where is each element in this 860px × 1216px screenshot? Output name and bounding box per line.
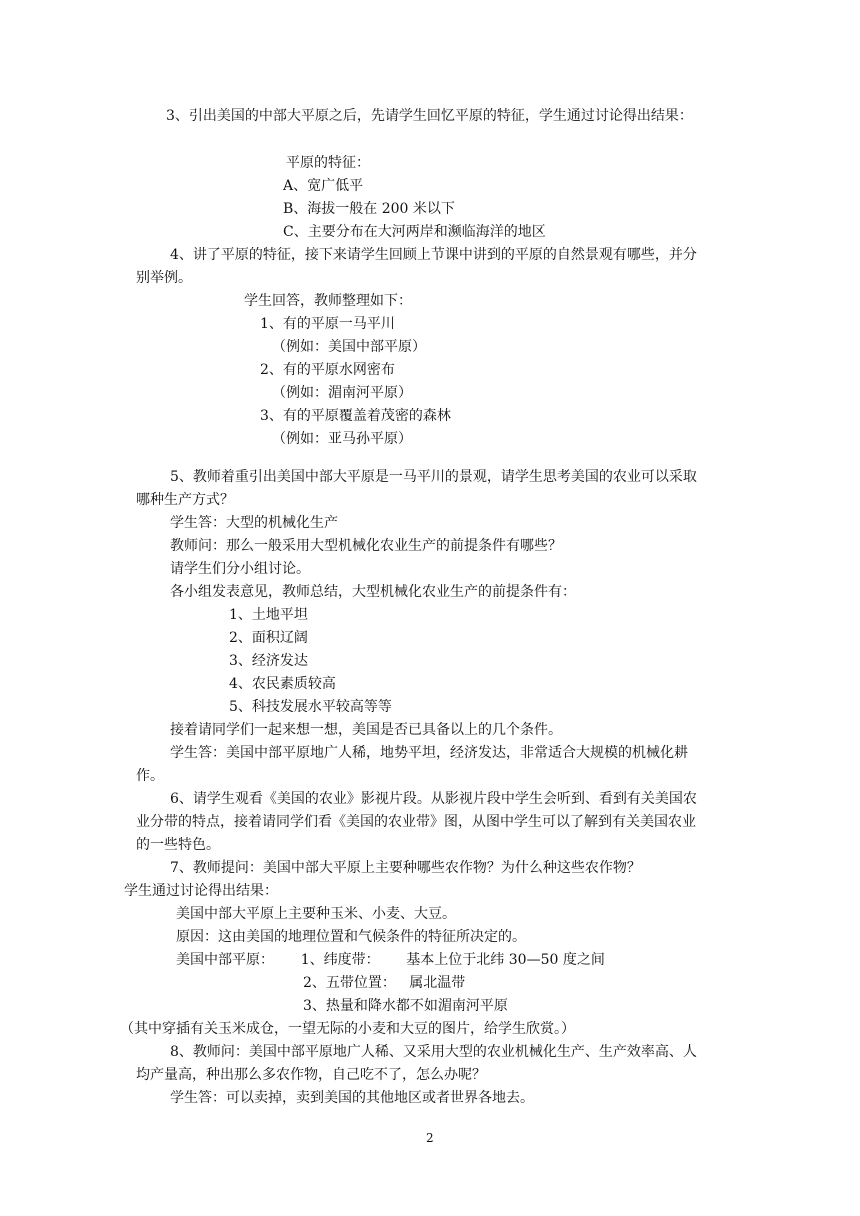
text-line: 美国中部平原： 1、纬度带： 基本上位于北纬 30—50 度之间 [176,952,605,968]
text-line: 7、教师提问：美国中部大平原上主要种哪些农作物？为什么种这些农作物？ [170,860,641,876]
text-line: C、主要分布在大河两岸和濒临海洋的地区 [283,224,546,240]
text-line: 业分带的特点，接着请同学们看《美国的农业带》图，从图中学生可以了解到有关美国农业 [136,814,696,830]
text-line: 教师问：那么一般采用大型机械化农业生产的前提条件有哪些？ [170,538,562,554]
text-line: 学生回答，教师整理如下： [244,293,412,309]
text-line: 请学生们分小组讨论。 [170,561,310,577]
text-line: 原因：这由美国的地理位置和气候条件的特征所决定的。 [176,929,526,945]
text-line: 6、请学生观看《美国的农业》影视片段。从影视片段中学生会听到、看到有关美国农 [170,791,697,807]
text-line: （例如：湄南河平原） [272,385,412,401]
text-line: 平原的特征： [286,155,370,171]
text-line: （例如：美国中部平原） [272,339,426,355]
text-line: A、宽广低平 [283,178,364,194]
text-line: 3、经济发达 [229,653,308,669]
text-line: 别举例。 [136,270,192,286]
text-line: （例如：亚马孙平原） [272,431,412,447]
text-line: B、海拔一般在 200 米以下 [283,201,455,217]
text-line: 2、五带位置： 属北温带 [303,975,466,991]
text-line: 4、农民素质较高 [229,676,336,692]
text-line: 学生通过讨论得出结果： [124,883,278,899]
text-line: 8、教师问：美国中部平原地广人稀、又采用大型的农业机械化生产、生产效率高、人 [170,1044,697,1060]
text-line: 2、有的平原水网密布 [260,362,395,378]
text-line: （其中穿插有关玉米成仓，一望无际的小麦和大豆的图片，给学生欣赏。） [120,1021,575,1037]
text-line: 学生答：大型的机械化生产 [170,515,338,531]
text-line: 各小组发表意见，教师总结，大型机械化农业生产的前提条件有： [170,584,576,600]
text-line: 作。 [136,768,164,784]
text-line: 3、引出美国的中部大平原之后，先请学生回忆平原的特征，学生通过讨论得出结果： [166,108,693,124]
text-line: 5、科技发展水平较高等等 [229,699,392,715]
text-line: 学生答：可以卖掉，卖到美国的其他地区或者世界各地去。 [170,1090,534,1106]
text-line: 哪种生产方式？ [136,492,234,508]
text-line: 1、土地平坦 [229,607,308,623]
text-line: 1、有的平原一马平川 [260,316,395,332]
text-line: 2、面积辽阔 [229,630,308,646]
page-number: 2 [426,1131,434,1145]
text-line: 均产量高，种出那么多农作物，自己吃不了，怎么办呢？ [136,1067,486,1083]
text-line: 5、教师着重引出美国中部大平原是一马平川的景观，请学生思考美国的农业可以采取 [170,469,697,485]
text-line: 3、热量和降水都不如湄南河平原 [303,998,508,1014]
text-line: 接着请同学们一起来想一想，美国是否已具备以上的几个条件。 [170,722,562,738]
text-line: 美国中部大平原上主要种玉米、小麦、大豆。 [176,906,456,922]
text-line: 学生答：美国中部平原地广人稀，地势平坦，经济发达，非常适合大规模的机械化耕 [170,745,688,761]
text-line: 的一些特色。 [136,837,220,853]
text-line: 4、讲了平原的特征，接下来请学生回顾上节课中讲到的平原的自然景观有哪些，并分 [170,247,697,263]
text-line: 3、有的平原覆盖着茂密的森林 [260,408,451,424]
